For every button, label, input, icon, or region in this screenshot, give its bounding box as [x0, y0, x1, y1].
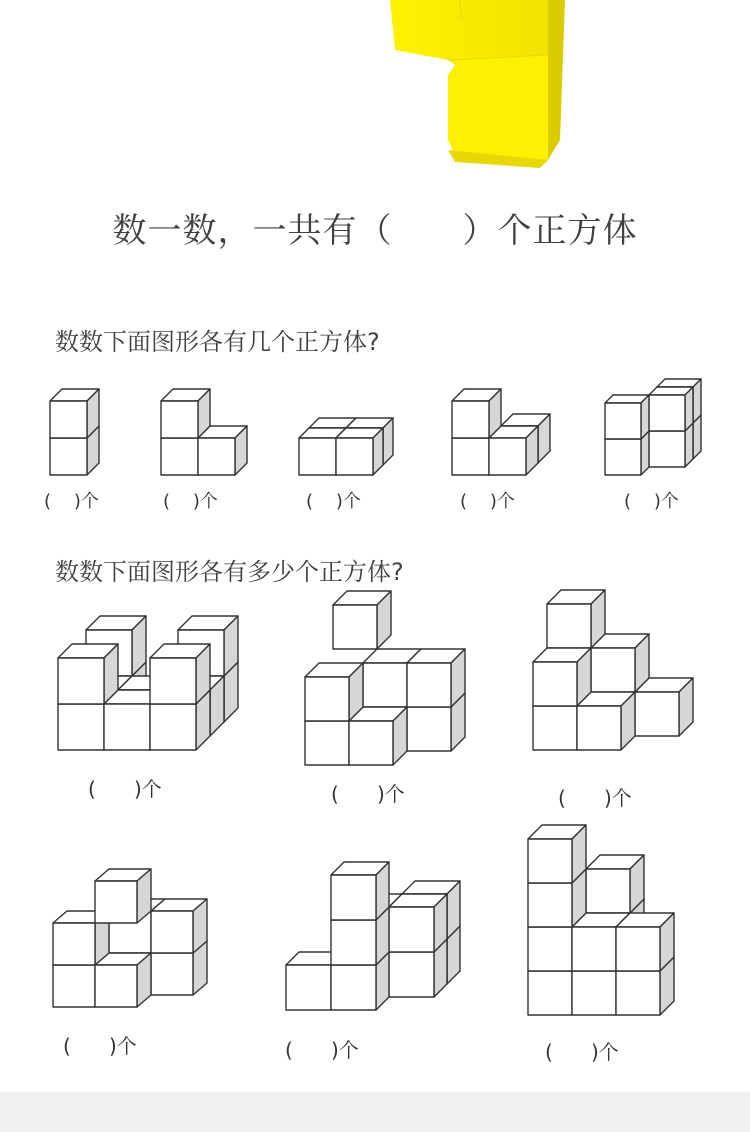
figure-s1-5 [605, 379, 701, 475]
answer-blank-s1-4[interactable]: ( )个 [460, 491, 515, 512]
figure-s2-2 [305, 591, 465, 765]
cube [533, 648, 591, 706]
cube [95, 869, 151, 923]
cube [452, 389, 501, 438]
answer-blank-s1-5[interactable]: ( )个 [624, 491, 679, 512]
cube [305, 663, 363, 721]
figure-s2-1 [58, 616, 238, 750]
answer-blank-s1-1[interactable]: ( )个 [44, 491, 99, 512]
main-question: 数一数，一共有（ ）个正方体 [112, 211, 638, 251]
answer-blank-s2-6[interactable]: ( )个 [545, 1040, 619, 1064]
cube [577, 692, 635, 750]
figure-s2-5 [286, 862, 460, 1010]
answer-blank-s2-2[interactable]: ( )个 [331, 782, 405, 806]
figure-s2-6 [528, 825, 674, 1015]
cube [333, 591, 391, 649]
footer-band [0, 1092, 750, 1132]
cube [407, 649, 465, 707]
cube [331, 862, 389, 920]
cube [591, 634, 649, 692]
answer-blank-s2-1[interactable]: ( )个 [88, 777, 162, 801]
answer-blank-s2-5[interactable]: ( )个 [285, 1038, 359, 1062]
cube [547, 590, 605, 648]
cube [649, 387, 693, 431]
figure-s1-3 [299, 418, 393, 475]
cube [150, 644, 210, 704]
cube [616, 913, 674, 971]
figure-s1-4 [452, 389, 550, 475]
cube [605, 395, 649, 439]
cube [489, 426, 538, 475]
cube [95, 953, 151, 1007]
cube [50, 389, 99, 438]
cube [389, 894, 447, 952]
figure-s2-4 [53, 869, 207, 1007]
answer-blank-s1-3[interactable]: ( )个 [306, 491, 361, 512]
figure-s1-2 [161, 389, 247, 475]
answer-blank-s2-3[interactable]: ( )个 [558, 786, 632, 810]
cube [198, 426, 247, 475]
cube [161, 389, 210, 438]
answer-blank-s2-4[interactable]: ( )个 [63, 1034, 137, 1058]
answer-blank-s1-2[interactable]: ( )个 [163, 491, 218, 512]
section1-title: 数数下面图形各有几个正方体? [55, 328, 380, 356]
cube [635, 678, 693, 736]
figure-s2-3 [533, 590, 693, 750]
cube [528, 825, 586, 883]
cube [349, 707, 407, 765]
figure-s1-1 [50, 389, 99, 475]
cube [151, 899, 207, 953]
cube [58, 644, 118, 704]
cube [586, 855, 644, 913]
cube [336, 428, 383, 475]
section2-title: 数数下面图形各有多少个正方体? [55, 558, 404, 586]
